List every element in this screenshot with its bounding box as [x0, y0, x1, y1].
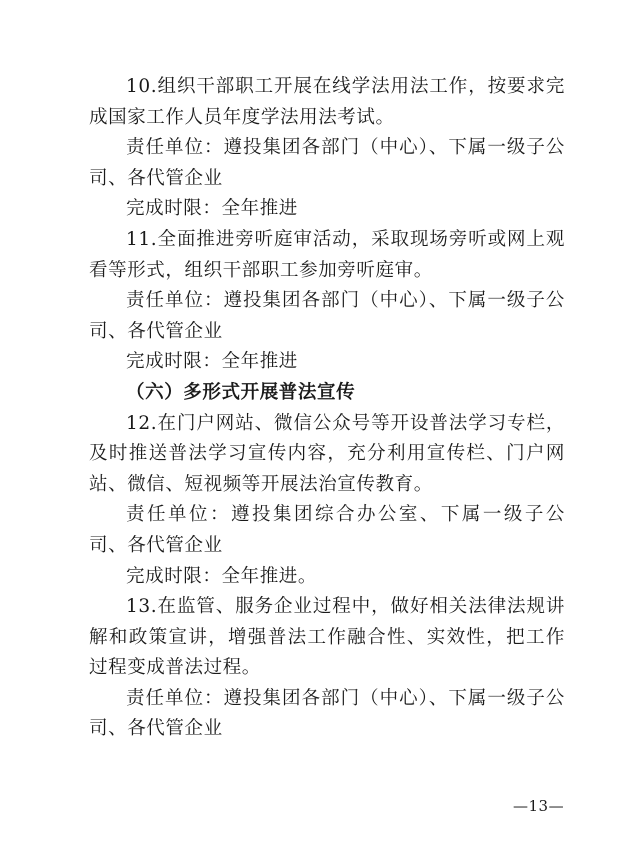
item-11-text: 11.全面推进旁听庭审活动，采取现场旁听或网上观看等形式，组织干部职工参加旁听庭审。: [89, 228, 565, 281]
section-heading-6: （六）多形式开展普法宣传: [126, 381, 356, 403]
item-13-responsible: 责任单位：遵投集团各部门（中心）、下属一级子公司、各代管企业: [89, 687, 565, 740]
item-12-text: 12.在门户网站、微信公众号等开设普法学习专栏，及时推送普法学习宣传内容，充分利用宣传栏、门户网站、微信、短视频等开展法治宣传教育。: [89, 412, 565, 495]
item-12-responsible: 责任单位：遵投集团综合办公室、下属一级子公司、各代管企业: [89, 504, 565, 556]
item-11-deadline: 完成时限：全年推进: [126, 351, 298, 373]
item-10-text: 10.组织干部职工开展在线学法用法工作，按要求完成国家工作人员年度学法用法考试。: [89, 76, 565, 128]
item-10-deadline: 完成时限：全年推进: [126, 198, 298, 220]
item-10-responsible: 责任单位：遵投集团各部门（中心）、下属一级子公司、各代管企业: [89, 137, 565, 189]
item-11-responsible: 责任单位：遵投集团各部门（中心）、下属一级子公司、各代管企业: [89, 290, 565, 342]
page-body: [89, 72, 565, 745]
item-12-deadline: 完成时限：全年推进。: [126, 565, 318, 587]
page-number: —13—: [513, 797, 565, 815]
item-13-text: 13.在监管、服务企业过程中，做好相关法律法规讲解和政策宣讲，增强普法工作融合性、实效性，把工作过程变成普法过程。: [89, 596, 565, 679]
